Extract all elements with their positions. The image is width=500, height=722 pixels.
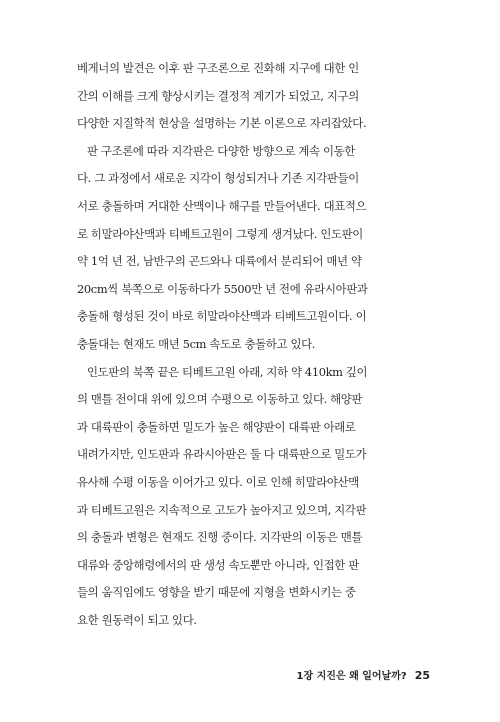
text-line: 충돌해 형성된 것이 바로 히말라야산맥과 티베트고원이다. 이 xyxy=(77,309,367,324)
text-line: 충돌대는 현재도 매년 5cm 속도로 충돌하고 있다. xyxy=(77,336,316,351)
page-footer xyxy=(297,667,430,682)
text-line: 의 맨틀 전이대 위에 있으며 수평으로 이동하고 있다. 해양판 xyxy=(77,392,363,407)
text-line: 로 히말라야산맥과 티베트고원이 그렇게 생겨났다. 인도판이 xyxy=(77,226,363,241)
text-line: 베게너의 발견은 이후 판 구조론으로 진화해 지구에 대한 인 xyxy=(77,61,359,75)
text-line: 다. 그 과정에서 새로운 지각이 형성되거나 기존 지각판들이 xyxy=(77,171,359,186)
text-line: 인도판의 북쪽 끝은 티베트고원 아래, 지하 약 410km 깊이 xyxy=(87,364,368,379)
text-line: 의 충돌과 변형은 현재도 진행 중이다. 지각판의 이동은 맨틀 xyxy=(77,530,363,545)
paragraph-1 xyxy=(77,55,435,138)
text-line: 내려가지만, 인도판과 유라시아판은 둘 다 대륙판으로 밀도가 xyxy=(77,447,367,462)
text-line: 약 1억 년 전, 남반구의 곤드와나 대륙에서 분리되어 매년 약 xyxy=(77,254,362,269)
paragraph-3 xyxy=(77,359,435,635)
paragraph-2 xyxy=(77,138,435,359)
text-line: 유사해 수평 이동을 이어가고 있다. 이로 인해 히말라야산맥 xyxy=(77,474,359,489)
running-footer-chapter: 1장 지진은 왜 일어날까? xyxy=(296,671,407,682)
text-line: 다양한 지질학적 현상을 설명하는 기본 이론으로 자리잡았다. xyxy=(77,116,367,131)
text-line: 판 구조론에 따라 지각판은 다양한 방향으로 계속 이동한 xyxy=(87,143,355,158)
text-line: 들의 움직임에도 영향을 받기 때문에 지형을 변화시키는 중 xyxy=(77,585,356,600)
text-line: 과 티베트고원은 지속적으로 고도가 높아지고 있으며, 지각판 xyxy=(77,502,367,517)
text-line: 과 대륙판이 충돌하면 밀도가 높은 해양판이 대륙판 아래로 xyxy=(77,419,356,434)
text-line: 20cm씩 북쪽으로 이동하다가 5500만 년 전에 유라시아판과 xyxy=(77,281,368,296)
text-line: 간의 이해를 크게 향상시키는 결정적 계기가 되었고, 지구의 xyxy=(77,88,359,103)
page-body xyxy=(77,55,435,634)
text-line: 요한 원동력이 되고 있다. xyxy=(77,612,197,627)
text-line: 대류와 중앙해령에서의 판 생성 속도뿐만 아니라, 인접한 판 xyxy=(77,557,359,572)
text-line: 서로 충돌하며 거대한 산맥이나 해구를 만들어낸다. 대표적으 xyxy=(77,198,367,213)
page-number: 25 xyxy=(414,669,430,682)
